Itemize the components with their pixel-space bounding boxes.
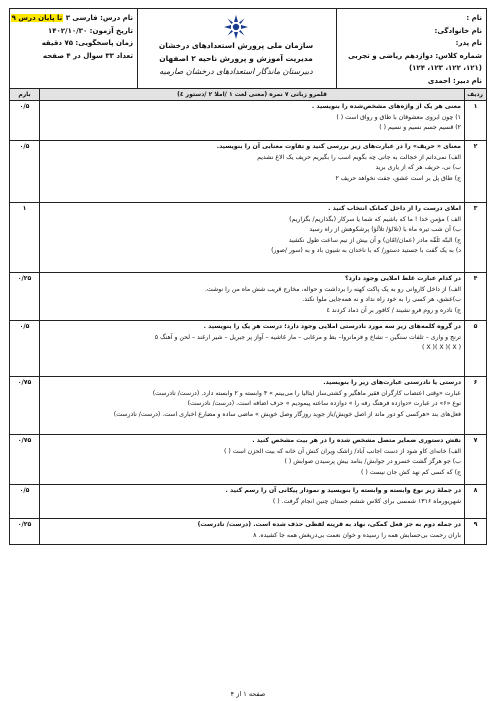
organization-name: سازمان ملی پرورش استعدادهای درخشان (158, 41, 314, 50)
question-row (10, 377, 487, 435)
question-score: ۰/۵ (10, 141, 40, 203)
question-line: ب) نی، حریف هر که از یاری برید (375, 164, 461, 172)
question-line: شهریورماه ۱۳۱۶ شمسی برای کلاس ششم جستان چنین انجام گرفت. ( ) (272, 497, 461, 505)
question-number: ۷ (465, 435, 487, 485)
question-line: ( X )( X )( X ) (421, 344, 461, 352)
question-body (40, 321, 465, 377)
section-column-header: قلمرو زبانی ۷ نمره (معنی لغت ۱ /املا ۲ /دستور ٤) (40, 89, 465, 101)
question-title: درستی یا نادرستی عبارت‌های زیر را بنویسید. (323, 379, 461, 386)
question-line: ج) البتّه تَلَقّه مادر (عمان/امّان) و آن بیش از نیم ساعت طول نکشید (288, 236, 461, 244)
question-number: ۵ (465, 321, 487, 377)
question-score: ۰/۷۵ (10, 377, 40, 435)
question-body (40, 141, 465, 203)
class-codes: (۱۲۱، ۱۲۲، ۱۲۳، ۱۲۴) (408, 64, 482, 72)
page-number: صفحه ۱ از ۴ (230, 690, 266, 698)
question-score: ۰/۷۵ (10, 435, 40, 485)
question-title: معنی هر یک از واژه‌های مشخص‌شده را بنویسید . (311, 103, 461, 110)
question-row (10, 101, 487, 141)
question-title: در کدام عبارت غلط املایی وجود دارد؟ (345, 275, 461, 282)
exam-date: تاریخ آزمون: ۱۴۰۲/۱۰/۳۰ (47, 26, 133, 35)
family-name-label: نام خانوادگی: (434, 26, 482, 35)
question-line: د) به یک گفت با جستید دستور/ که با ناخدان به شیون باد و به (سور /صور) (271, 247, 461, 255)
question-line: ب) آن شب تیره ماه با (تلالؤ/ تلألؤ) پرشکوهش از راه رسید (309, 226, 461, 234)
teacher-name-label: نام دبیر: احمدی (427, 76, 482, 85)
question-number: ۸ (465, 485, 487, 519)
question-line: عبارت «وقتی اعتصاب کارگران فقیر ماهگیر و کشتی‌ساز ایتالیا را می‌بینم » ۴ وابسته و ۲ وابسته دارد. (درست/ نادرست) (152, 389, 461, 397)
question-line: ۲) قسیم جسم نسیم و نسیم ( ) (379, 124, 461, 132)
score-column-header: بارم (10, 89, 40, 101)
school-name: دبیرستان ماندگار استعدادهای درخشان صارمیه (159, 67, 313, 76)
question-score: ۰/۲۵ (10, 519, 40, 545)
question-number: ۱ (465, 101, 487, 141)
question-line: ج) نادره و روم فرو نشیند / کافور بر آن ذماد کردند ٤ (326, 306, 461, 314)
question-body (40, 519, 465, 545)
questions-table (9, 88, 487, 545)
question-row (10, 141, 487, 203)
question-body (40, 435, 465, 485)
question-line: الف) خانه‌ای کاو شود از دست اجانب آباد/ زاشک ویران کنش آن خانه که بیت الحزن است ( ) (223, 447, 461, 455)
student-info (336, 9, 486, 88)
question-score: ۰/۲۵ (10, 273, 40, 321)
question-number: ۶ (465, 377, 487, 435)
course-name (11, 12, 133, 25)
exam-sheet (9, 8, 487, 545)
question-title: نقش دستوری ضمایر متصل مشخص شده را در هر بیت مشخص کنید . (252, 437, 461, 444)
school-info (136, 9, 336, 88)
question-score: ۰/۵ (10, 101, 40, 141)
question-body (40, 101, 465, 141)
question-body (40, 485, 465, 519)
row-column-header: ردیف (465, 89, 487, 101)
course-scope-highlight: تا پایان درس ۹ (11, 14, 63, 22)
question-line: ترنج و واری – تلفات سنگین – نشاخ و فرمانروا– بط و مرغابی – مار غاشیه – آواز پر جبریل – شیر ارغند – لحن و آهنگ ٥ (154, 333, 461, 341)
question-title: معنای « حریف» را در عبارت‌های زیر بررسی کنید و تفاوت معنایی آن را بنویسید. (216, 143, 461, 150)
question-number: ۲ (465, 141, 487, 203)
class-number-label: شماره کلاس: دوازدهم ریاضی و تجربی (348, 51, 482, 60)
student-name-label: نام : (466, 14, 482, 22)
question-count: تعداد ۳۳ سوال در ۴ صفحه (42, 51, 133, 60)
question-line: ب)عشق، هر کسی را به خود راه نداد و نه همه‌جایی ملوا نکند. (302, 296, 461, 304)
question-number: ۴ (465, 273, 487, 321)
question-line: نوع «۶» در عبارت «دوازده فرهنگ رفه را » دوازده ساعته پیمودیم » حرف اضافه است. (درست/ نادرست) (187, 400, 461, 408)
question-line: الف ) مؤمن خدا ! ما که باشیم که شما یا سرکار (بگذاریم/ بگزاریم) (289, 215, 461, 223)
question-line: الف) نمی‌دانم از خجالت به جانی چه بگویم اسب را بگیریم حریف یک الاغ نشدیم (257, 153, 461, 161)
question-row (10, 485, 487, 519)
question-line: ۱) چون ابروی معشوقان با طاق و رواق است ( ) (336, 113, 461, 121)
organization-logo-icon (223, 14, 249, 40)
question-row (10, 519, 487, 545)
question-line: ب) جو هرگز گشت خسرو در جوابش/ بنامد بیش پرسیدن صوابش ( ) (284, 458, 461, 466)
question-row (10, 273, 487, 321)
exam-info (10, 9, 138, 88)
question-line: فعل‌های بند «هرکسی کو دور ماند از اصل خویش/باز جوید روزگار وصل خویش » ماضی ساده و مضارع اخباری است. (درست/ نادرست) (113, 410, 461, 418)
question-title: املای درست را از داخل کمانک انتخاب کنید . (328, 205, 461, 212)
district-name: مدیریت آموزش و پرورش ناحیه ۲ اصفهان (159, 54, 313, 63)
question-body (40, 377, 465, 435)
exam-header (9, 8, 487, 88)
question-score: ۰/۵ (10, 321, 40, 377)
question-body (40, 203, 465, 273)
question-row (10, 203, 487, 273)
question-number: ۹ (465, 519, 487, 545)
question-line: ج) که کسی کم نهد کش جان نیست ( ) (361, 468, 461, 476)
question-line: باران رحمت بی‌حسابش همه را رسیده و خوان نعمت بی‌دریغش همه جا کشیده. ٨ (253, 531, 461, 539)
table-header-row (10, 89, 487, 101)
course-name-prefix: نام درس: فارسی ۳ (65, 14, 133, 22)
question-row (10, 321, 487, 377)
question-title: در گروه کلمه‌های زیر سه مورد نادرستی املایی وجود دارد؛ درست هر یک را بنویسید . (203, 323, 461, 330)
question-score: ۰/۵ (10, 485, 40, 519)
question-line: الف) از داخل کاروانی رو به یک پاکت کهنه را برداشت و حواله، مخارج قریب شش ماه من را نوشت. (204, 285, 461, 293)
question-row (10, 435, 487, 485)
question-title: در جمله دوم به جز فعل کمکی، نهاد به قرینه لفظی حذف شده است. (درست/ نادرست) (197, 521, 461, 528)
question-number: ۳ (465, 203, 487, 273)
father-name-label: نام پدر: (455, 39, 482, 47)
exam-duration: زمان پاسخگویی: ۷۵ دقیقه (41, 39, 133, 47)
question-body (40, 273, 465, 321)
question-line: ج) طاق پل بر است عشق، جفت نخواهد حریف ٢ (335, 174, 461, 182)
question-score: ۱ (10, 203, 40, 273)
question-title: در جملهٔ زیر نوع وابسته و وابسته را بنویسید و نمودار پیکانی آن را رسم کنید . (225, 487, 461, 494)
